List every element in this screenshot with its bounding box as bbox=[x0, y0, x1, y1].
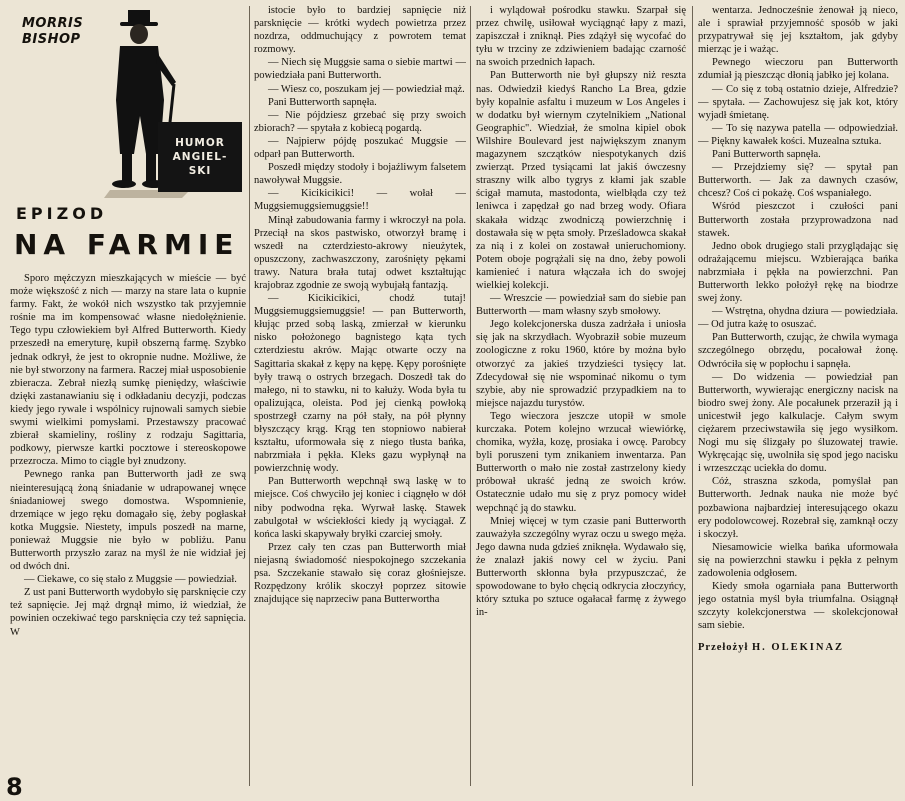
author-name bbox=[22, 16, 83, 48]
author-first-name: MORRIS bbox=[22, 16, 84, 31]
paragraph: — Co się z tobą ostatnio dzieje, Alfredzie? — spytała. — Zachowujesz się jak kot, który wyjadł śmietanę. bbox=[698, 83, 898, 121]
paragraph: istocie było to bardziej sapnięcie niż parsknięcie — krótki wydech powietrza przez nozdrza, oddmuchujący z powrotem temat rozmowy. bbox=[254, 5, 466, 56]
author-last-name: BISHOP bbox=[22, 32, 81, 47]
paragraph: — Niech się Muggsie sama o siebie martwi — powiedziała pani Butterworth. bbox=[254, 57, 466, 82]
paragraph: Jego kolekcjonerska dusza zadrżała i uniosła się jak na skrzydłach. Wyobraził sobie muzeum zoologiczne z roku 1960, które by można było otworzyć za jakieś trzydzieści tysięcy lat. Zdecydował się nie wspominać nikomu o tym szybie, aby nie sprowadzić przypadkiem na to miejsce najazdu turystów. bbox=[476, 319, 686, 409]
paragraph: Pan Butterworth, czując, że chwila wymaga szczególnego obrzędu, pocałował żonę. Odwróciła się w popłochu i sapnęła. bbox=[698, 332, 898, 370]
text-column-3 bbox=[476, 4, 686, 792]
paragraph: — Wstrętna, ohydna dziura — powiedziała. — Od jutra każę to osuszać. bbox=[698, 306, 898, 331]
paragraph: Pewnego wieczoru pan Butterworth zdumiał ją pieszcząc dłonią jabłko jej kolana. bbox=[698, 57, 898, 82]
paragraph: Tego wieczora jeszcze utopił w smole kurczaka. Potem kolejno wrzucał wiewiórkę, chomika, wyżła, kozę, prosiaka i owcę. Parobcy byli poruszeni tym znikaniem inwentarza. Pan Butterworth o mało nie został zastrzelony kiedy próbował ukraść jedną ze swoich krów. Ostatecznie udało mu się z pryz pomocy wideł wepchnąć ją do stawku. bbox=[476, 410, 686, 514]
paragraph: — To się nazywa patella — odpowiedział. — Piękny kawałek kości. Muzealna sztuka. bbox=[698, 122, 898, 147]
paragraph: Minął zabudowania farmy i wkroczył na pola. Przeciął na skos pastwisko, otworzył bramę i wszedł na czterdziesto-akrowy nieużytek, opuszczony, zachwaszczony, zarośnięty pękami trawy. Natura brała tutaj odwet kształtując krajobraz zgodnie ze swoją wybujałą fantazją. bbox=[254, 214, 466, 291]
paragraph: — Wreszcie — powiedział sam do siebie pan Butterworth — mam własny szyb smołowy. bbox=[476, 293, 686, 318]
paragraph: Pan Butterworth nie był głupszy niż reszta nas. Odwiedził kiedyś Rancho La Brea, gdzie były kopalnie asfaltu i muzeum w Los Angeles i w dodatku był wiernym czytelnikiem „National Geographic". Wiedział, że smolna kipiel obok Wilshire Boulevard jest największym znanym magazynem szczątków niespotykanych dziś zwierząt. Przed tysiącami lat jakiś ówczesny straszny wilk albo tygrys z kłami jak szable ścigał mamuta, mastodonta, wielbłąda czy też leniwca i zapędzał go nad brzeg wody. Ofiara skakała widząc zwodniczą powierzchnię i dostawała się w pęta smoły. Prześladowca skakał za nią i z kolei on zostawał unieruchomiony. Potem oboje pogrążali się na dno, żeby powoli kamienieć i natura włączała ich do swojej wielkiej kolekcji. bbox=[476, 70, 686, 291]
paragraph: Poszedł między stodoły i bojaźliwym falsetem nawoływał Muggsie. bbox=[254, 162, 466, 187]
article-title-line-1: EPIZOD bbox=[16, 204, 108, 223]
translator-name: H. OLEKINAZ bbox=[752, 641, 845, 653]
paragraph: Pani Butterworth sapnęła. bbox=[268, 96, 377, 108]
series-line-3: SKI bbox=[188, 165, 212, 177]
paragraph: Pan Butterworth wepchnął swą laskę w to miejsce. Coś chwyciło jej koniec i ciągnęło w dół niby podwodna ręka. Wyrwał laskę. Stawek zabulgotał w wściekłości kiedy ją wyciągał. Z końca laski skapywały bryłki czarciej smoły. bbox=[254, 476, 466, 540]
series-badge bbox=[158, 122, 242, 192]
paragraph: — Przejdziemy się? — spytał pan Butterworth. — Jak za dawnych czasów, chcesz? Coś ci pokażę. Coś wspaniałego. bbox=[698, 162, 898, 200]
series-line-2: ANGIEL- bbox=[172, 151, 228, 163]
paragraph: Niesamowicie wielka bańka uformowała się na powierzchni stawku i pękła z pełnym zadowolenia odgłosem. bbox=[698, 541, 898, 580]
paragraph: — Do widzenia — powiedział pan Butterworth, wywierając energiczny nacisk na biodro swej żony. Ale pocałunek przeraził ją i unicestwił jego kalkulacje. Całym swym ciężarem przeciwstawiła się jego wysiłkom. Nogi mu się ślizgały po śluzowatej trawie. Wykręcając się, uwolniła się spod jego nacisku i wrzeszcząc uciekła do domu. bbox=[698, 371, 898, 475]
paragraph: — Wiesz co, poszukam jej — powiedział mąż. bbox=[268, 83, 465, 95]
column-divider bbox=[692, 6, 693, 786]
column-divider bbox=[470, 6, 471, 786]
paragraph: Pani Butterworth sapnęła. bbox=[712, 149, 821, 161]
page-number: 8 bbox=[6, 773, 23, 801]
paragraph: i wylądował pośrodku stawku. Szarpał się przez chwilę, usiłował wyciągnąć łapy z mazi, zapiszczał i zniknął. Pies zdążył się wycofać do tyłu w trzciny ze zdziwieniem badając czarność na swoich przednich łapach. bbox=[476, 5, 686, 69]
paragraph: wentarza. Jednocześnie żenował ją nieco, ale i sprawiał przyjemność sposób w jaki przypatrywał się jej kształtom, jak gdyby mierząc je i ważąc. bbox=[698, 5, 898, 56]
series-line-1: HUMOR bbox=[175, 137, 225, 149]
paragraph: — Ciekawe, co się stało z Muggsie — powiedział. bbox=[24, 574, 237, 586]
paragraph: — Kicikicikici, chodź tutaj! Muggsiemuggsiemuggsie! — pan Butterworth, kłując przed sobą laską, zmierzał w kierunku nisko położonego bagnistego kąta tych czterdziestu akrów. Mając otwarte oczy na Sagittaria skakał z kępy na kępę. Kępy porośnięte były trawą o ostrych brzegach. Doszedł tak do małego, ni to stawku, ni to kałuży. Woda była tu opalizująca, oleista. Pod jej cienką powłoką spostrzegł czarny na pół stały, na pół płynny błyszczący krąg. Krąg ten stopniowo nabierał kształtu, uformowała się z niego tłusta bańka, nabrzmiała i pękła. Kleks gazu wypłynął na powierzchnię wody. bbox=[254, 293, 466, 475]
paragraph: Cóż, straszna szkoda, pomyślał pan Butterworth. Jednak nauka nie może być pozbawiona najbardziej interesującego okazu ery podolowcowej. Rozebrał się, zamknął oczy i skoczył. bbox=[698, 476, 898, 540]
paragraph: Jedno obok drugiego stali przyglądając się odrażającemu miejscu. Wzbierająca bańka nabrzmiała i pękła na powierzchni. Pan Butterworth lekko położył rękę na biodrze swej żony. bbox=[698, 240, 898, 305]
translator-label: Przełożył bbox=[698, 641, 749, 653]
column-divider bbox=[249, 6, 250, 786]
paragraph: — Kicikicikici! — wołał — Muggsiemuggsiemuggsie!! bbox=[254, 188, 466, 213]
paragraph: Mniej więcej w tym czasie pani Butterworth zauważyła szczególny wyraz oczu u swego męża. Jego dawna nuda gdzieś zniknęła. Wydawało się, że znalazł jakiś nowy cel w życiu. Pani Butterworth skłonna była przypuszczać, że spowodowane to było chęcią odkrycia złoczyńcy, który sztuka po sztuce ogałacał farmę z żywego in- bbox=[476, 515, 686, 619]
paragraph: Pewnego ranka pan Butterworth jadł ze swą nieinteresującą żoną śniadanie w udrapowanej wnęce śniadaniowej swego domostwa. Wspomnienie, drzemiące w jego ręku domagało się, żeby pogłaskał kotka Muggsie. Niestety, impuls poszedł na marne, ponieważ Muggsie nie było w pobliżu. Panu Butterworth przyszło zaraz na myśl że nie widział jej od dwóch dni. bbox=[10, 469, 246, 573]
paragraph: Przez cały ten czas pan Butterworth miał niejasną świadomość niespokojnego szczekania psa. Szczekanie stawało się coraz głośniejsze. Rozpędzony królik skoczył poprzez sitowie znajdujące się naprzeciw pana Butterwortha bbox=[254, 541, 466, 606]
paragraph: Wśród pieszczot i czułości pani Butterworth została przyprowadzona nad stawek. bbox=[698, 201, 898, 239]
paragraph: — Nie pójdziesz grzebać się przy swoich zbiorach? — spytała z kobiecą pogardą. bbox=[254, 109, 466, 134]
paragraph: — Najpierw pójdę poszukać Muggsie — odparł pan Butterworth. bbox=[254, 135, 466, 161]
text-column-1 bbox=[10, 272, 246, 792]
article-title-line-2: NA FARMIE bbox=[14, 228, 240, 261]
text-column-2 bbox=[254, 4, 466, 792]
text-column-4 bbox=[698, 4, 898, 792]
paragraph: Z ust pani Butterworth wydobyło się parsknięcie czy też sapnięcie. Jej mąż drgnął mimo, iż wiedział, że powinien oczekiwać tego parsknięcia czy też sapnięcia. W bbox=[10, 587, 246, 638]
paragraph: Sporo mężczyzn mieszkających w mieście — być może większość z nich — marzy na stare lata o kupnie farmy. Fakt, że wokół nich wszystko tak przyjemnie rośnie ma im kompensować własne niedołężnienie. Tego typu człowiekiem był Alfred Butterworth. Kiedy przeszedł na emeryturę, kupił obszerną farmę. Szybko jednak odkrył, że jest to okropnie nudne. Możliwe, że nie był stworzony na farmera. Raczej miał usposobienie zbieracza. Zebrał niezłą sumkę pieniędzy, właściwie dzięki zastanawianiu się i odkładaniu decyzji, podczas kiedy jego rywale i wspólnicy rujnowali samych siebie swymi wielkimi pomysłami. Przestawszy pracować zbierał skamieliny, rośliny z rodzaju Sagittaria, podkowy, pierwsze kartki pocztowe i stereoskopowe przezrocza. Mimo to ciągle był znudzony. bbox=[10, 273, 246, 468]
translator-credit bbox=[698, 641, 898, 654]
paragraph: Kiedy smoła ogarniała pana Butterworth jego ostatnia myśl była triumfalna. Osiągnął szczyty kolekcjonerstwa — skolekcjonował sam siebie. bbox=[698, 581, 898, 632]
